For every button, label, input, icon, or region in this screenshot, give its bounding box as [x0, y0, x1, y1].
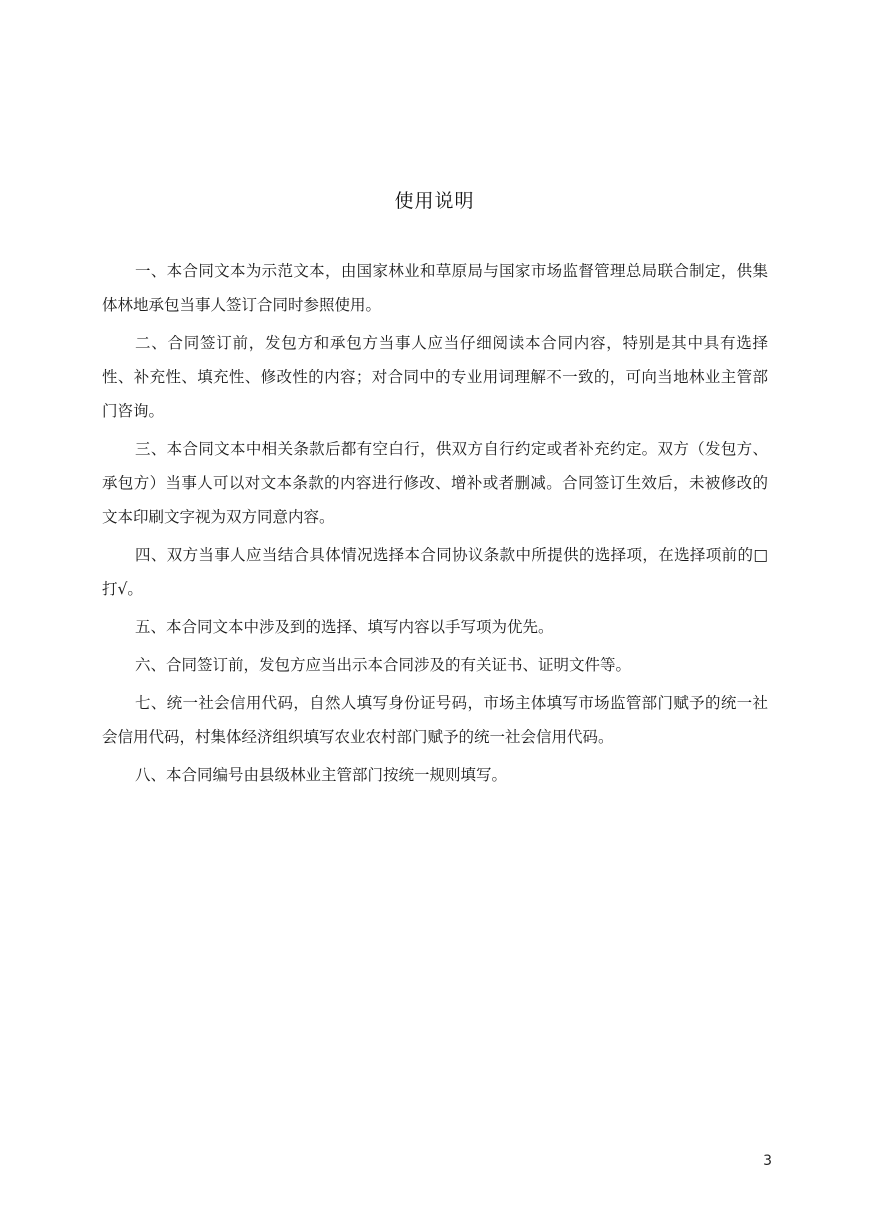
page-number: 3 — [763, 1153, 772, 1169]
instructions-body — [102, 254, 768, 796]
instruction-paragraph-3: 三、本合同文本中相关条款后都有空白行，供双方自行约定或者补充约定。双方（发包方、承包方）当事人可以对文本条款的内容进行修改、增补或者删减。合同签订生效后，未被修改的文本印刷文字视为双方同意内容。 — [102, 440, 768, 526]
instruction-paragraph-6: 六、合同签订前，发包方应当出示本合同涉及的有关证书、证明文件等。 — [135, 656, 632, 674]
instruction-paragraph-4: 四、双方当事人应当结合具体情况选择本合同协议条款中所提供的选择项，在选择项前的□打√。 — [102, 546, 768, 598]
instruction-paragraph-1: 一、本合同文本为示范文本，由国家林业和草原局与国家市场监督管理总局联合制定，供集体林地承包当事人签订合同时参照使用。 — [102, 262, 768, 314]
instruction-paragraph-2: 二、合同签订前，发包方和承包方当事人应当仔细阅读本合同内容，特别是其中具有选择性、补充性、填充性、修改性的内容；对合同中的专业用词理解不一致的，可向当地林业主管部门咨询。 — [102, 334, 768, 420]
instruction-paragraph-5: 五、本合同文本中涉及到的选择、填写内容以手写项为优先。 — [135, 618, 554, 636]
instruction-paragraph-7: 七、统一社会信用代码，自然人填写身份证号码，市场主体填写市场监管部门赋予的统一社会信用代码，村集体经济组织填写农业农村部门赋予的统一社会信用代码。 — [102, 694, 768, 746]
page-title: 使用说明 — [394, 190, 475, 212]
instruction-paragraph-8: 八、本合同编号由县级林业主管部门按统一规则填写。 — [135, 766, 508, 784]
